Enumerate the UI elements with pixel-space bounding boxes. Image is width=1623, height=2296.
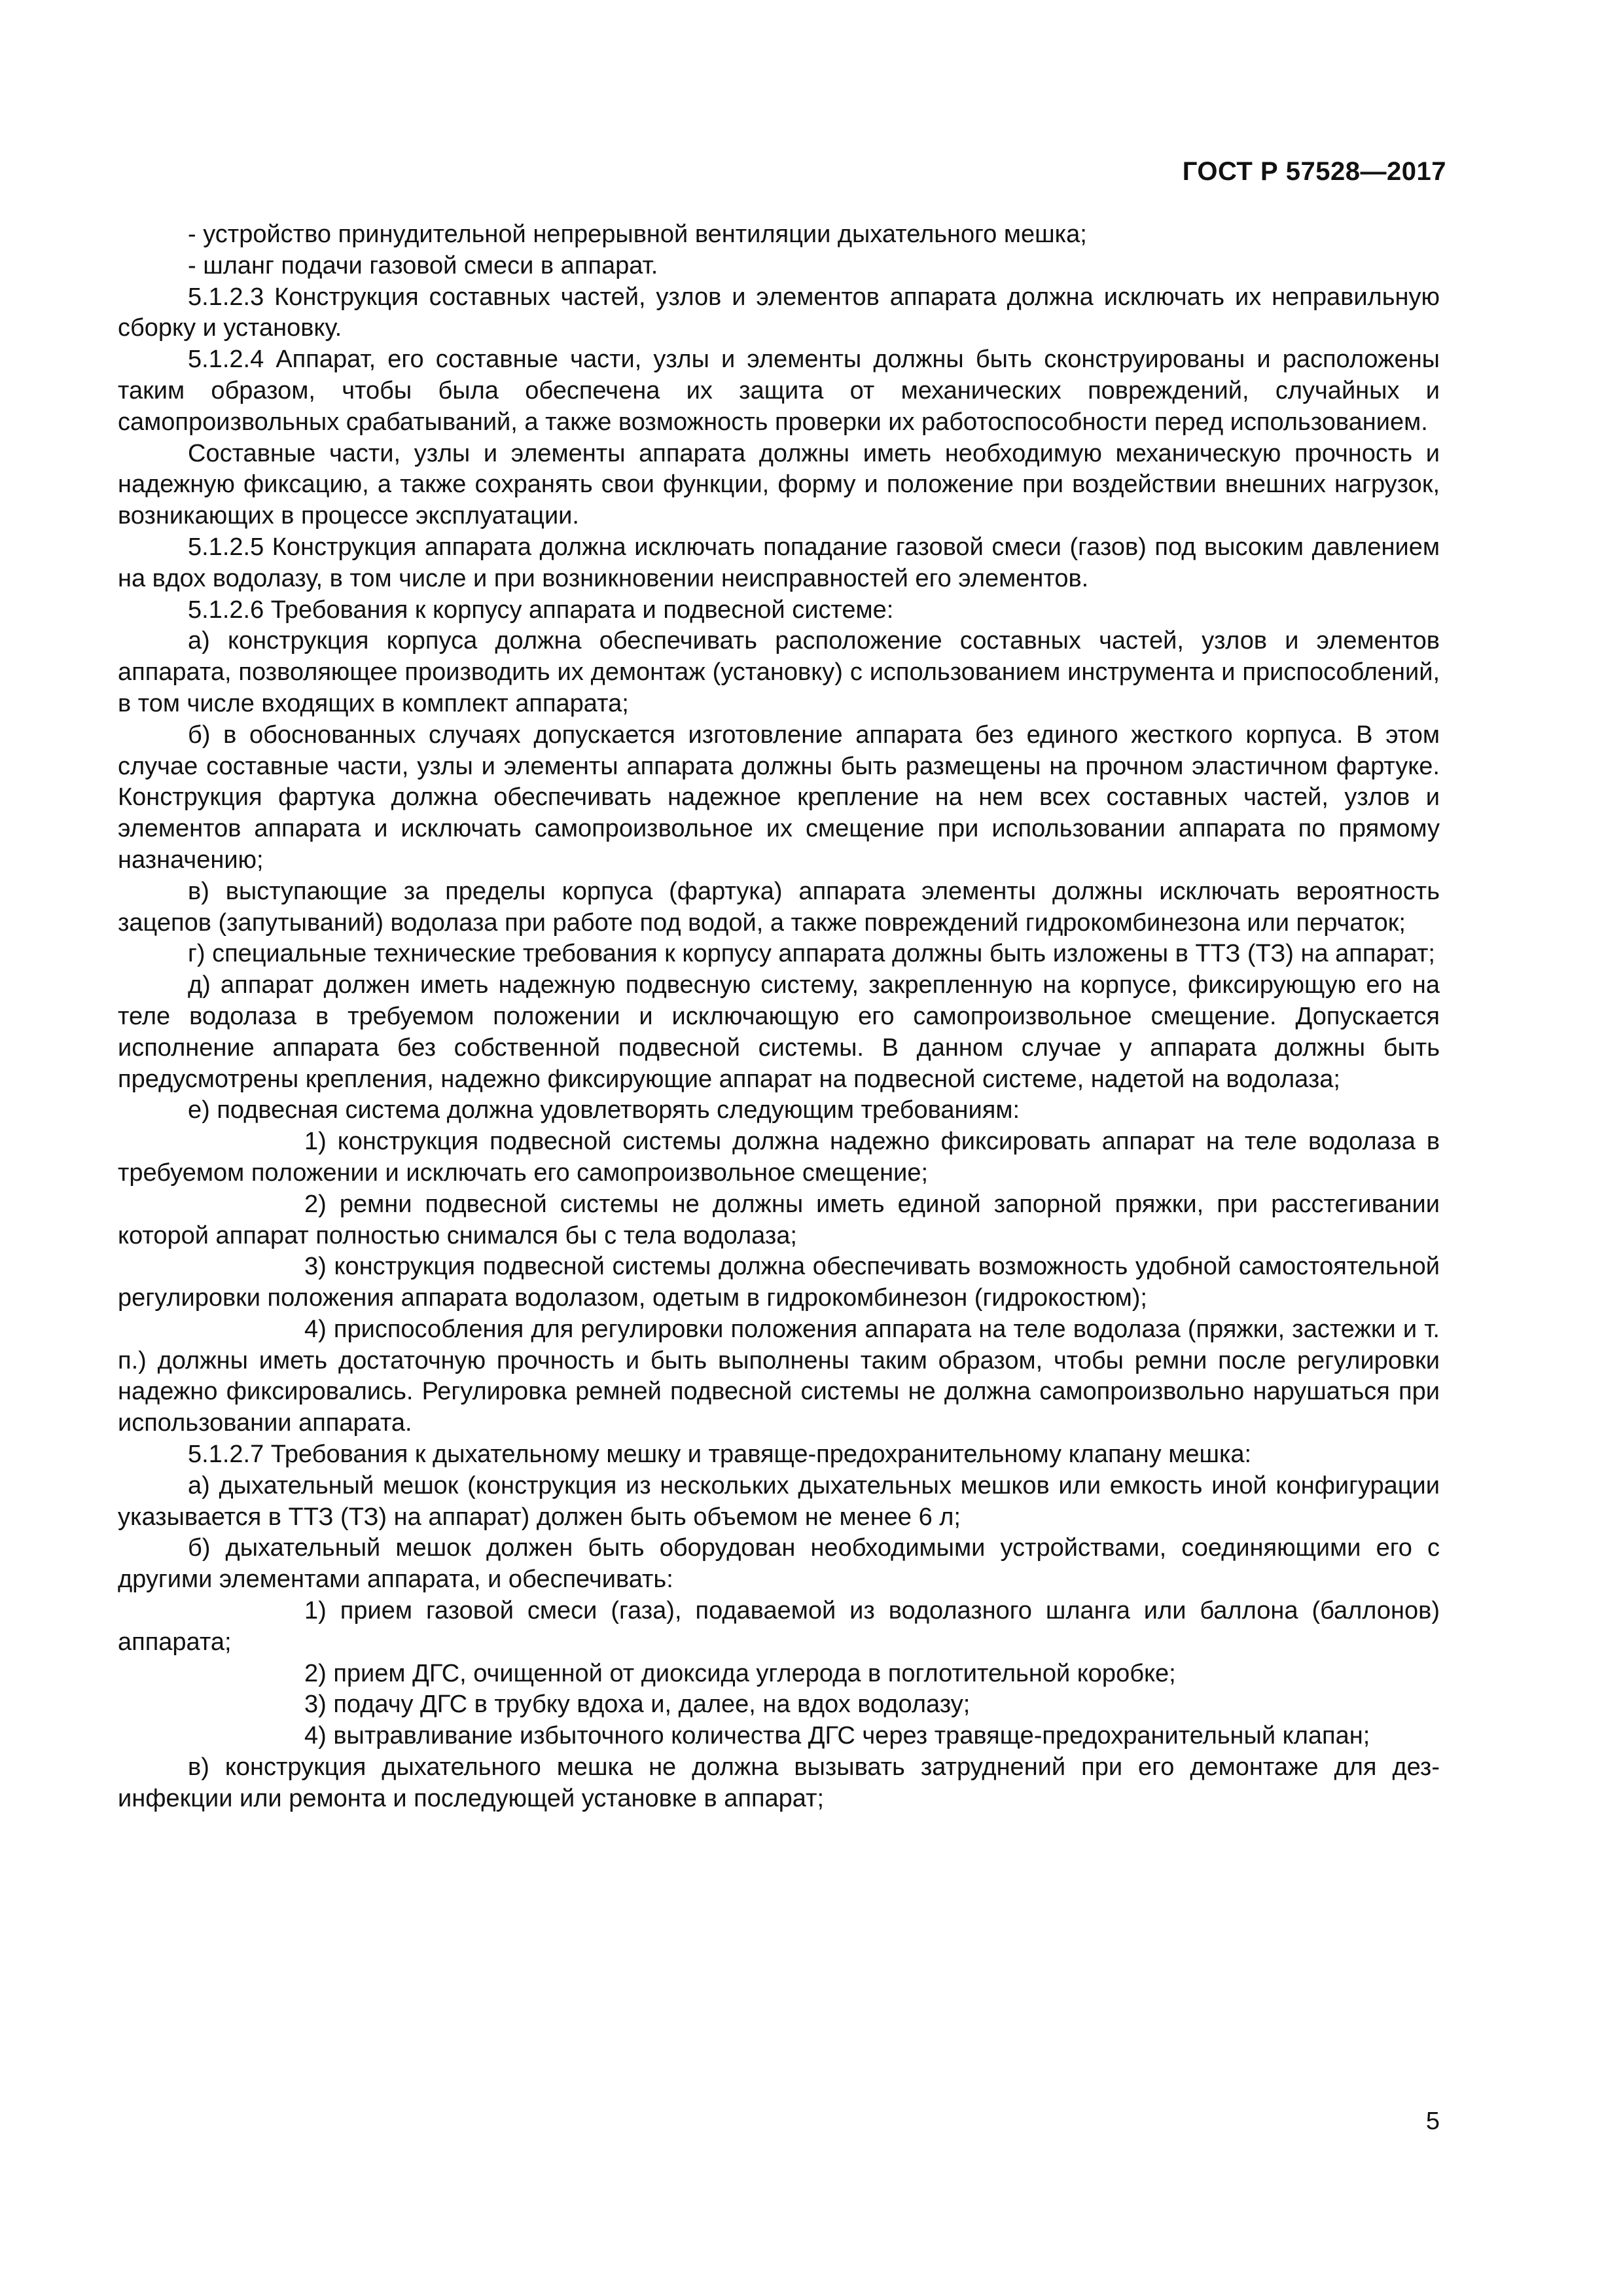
paragraph: в) конструкция дыхательного мешка не должна вызывать затруднений при его демонтаже для дезинфекции или ремонта и последующей установке в аппарат; <box>118 1753 1440 1812</box>
paragraph: в) выступающие за пределы корпуса (фартука) аппарата элементы должны исключать вероятность зацепов (запутываний) водолаза при работе под водой, а также повреждений гидрокомбинезона или перчаток; <box>118 877 1440 937</box>
sub-paragraph: 3) подачу ДГС в трубку вдоха и, далее, на вдох водолазу; <box>304 1691 971 1719</box>
paragraph: г) специальные технические требования к корпусу аппарата должны быть изложены в ТТЗ (ТЗ) на аппарат; <box>188 940 1435 968</box>
document-body <box>118 219 1440 1815</box>
sub-paragraph: 4) приспособления для регулировки положения аппарата на теле водолаза (пряжки, застежки и т. п.) должны иметь достаточную прочность и быть выполнены таким образом, чтобы ремни после регулировки надежно фиксировались. Регулировка ремней подвесной системы не должна самопроизвольно нарушаться при использовании аппарата. <box>118 1315 1440 1437</box>
sub-paragraph: 3) конструкция подвесной системы должна обеспечивать возможность удобной самостоятельной регулировки положения аппарата водолазом, одетым в гидрокомбинезон (гидрокостюм); <box>118 1253 1440 1312</box>
sub-paragraph: 2) прием ДГС, очищенной от диоксида углерода в поглотительной коробке; <box>304 1659 1176 1687</box>
paragraph: 5.1.2.4 Аппарат, его составные части, узлы и элементы должны быть сконструированы и расположены таким образом, чтобы была обеспечена их защита от механических повреждений, случайных и самопроизвольных срабатываний, а также возможность проверки их работоспособности перед использованием. <box>118 346 1440 436</box>
paragraph: а) дыхательный мешок (конструкция из нескольких дыхательных мешков или емкость иной конфигурации указывается в ТТЗ (ТЗ) на аппарат) должен быть объемом не менее 6 л; <box>118 1471 1440 1531</box>
paragraph: 5.1.2.7 Требования к дыхательному мешку и травяще-предохранительному клапану мешка: <box>188 1441 1252 1469</box>
document-code: ГОСТ Р 57528—2017 <box>1182 157 1446 186</box>
paragraph: - устройство принудительной непрерывной вентиляции дыхательного мешка; <box>188 221 1087 248</box>
sub-paragraph: 1) конструкция подвесной системы должна надежно фиксировать аппарат на теле водолаза в требуемом положении и исключать его самопроизвольное смещение; <box>118 1128 1440 1187</box>
sub-paragraph: 1) прием газовой смеси (газа), подаваемой из водолазного шланга или баллона (баллонов) аппарата; <box>118 1597 1440 1656</box>
paragraph: 5.1.2.6 Требования к корпусу аппарата и подвесной системе: <box>188 596 894 624</box>
paragraph: б) дыхательный мешок должен быть оборудован необходимыми устройствами, соединяющими его с другими элементами аппарата, и обеспечивать: <box>118 1534 1440 1594</box>
paragraph: е) подвесная система должна удовлетворять следующим требованиям: <box>188 1096 1020 1124</box>
sub-paragraph: 2) ремни подвесной системы не должны иметь единой запорной пряжки, при расстегивании которой аппарат полностью снимался бы с тела водолаза; <box>118 1190 1440 1249</box>
paragraph: 5.1.2.5 Конструкция аппарата должна исключать попадание газовой смеси (газов) под высоким давлением на вдох водолазу, в том числе и при возникновении неисправностей его элементов. <box>118 533 1440 592</box>
paragraph: 5.1.2.3 Конструкция составных частей, узлов и элементов аппарата должна исключать их неправильную сборку и установку. <box>118 283 1440 342</box>
sub-paragraph: 4) вытравливание избыточного количества ДГС через травяще-предохранительный клапан; <box>304 1722 1370 1750</box>
paragraph: б) в обоснованных случаях допускается изготовление аппарата без единого жесткого корпуса. В этом случае составные части, узлы и элементы аппарата должны быть размещены на прочном эластичном фартуке. Конструкция фартука должна обеспечивать надежное крепление на нем всех составных частей, узлов и элементов аппарата и исключать самопроизвольное их смещение при использовании аппарата по прямому назначению; <box>118 721 1440 874</box>
paragraph: а) конструкция корпуса должна обеспечивать расположение составных частей, узлов и элементов аппарата, позволяющее производить их демонтаж (установку) с использованием инструмента и приспособлений, в том числе входящих в комплект аппарата; <box>118 627 1440 717</box>
paragraph: Составные части, узлы и элементы аппарата должны иметь необходимую механическую прочность и надежную фиксацию, а также сохранять свои функции, форму и положение при воздействии внешних нагрузок, возникающих в процессе эксплуатации. <box>118 439 1440 530</box>
paragraph: - шланг подачи газовой смеси в аппарат. <box>188 251 658 279</box>
paragraph: д) аппарат должен иметь надежную подвесную систему, закрепленную на корпусе, фиксирующую его на теле водолаза в требуемом положении и исключающую его самопроизвольное смещение. Допускается исполнение аппарата без собственной подвесной системы. В данном случае у аппарата должны быть предусмотрены крепления, надежно фиксирующие аппарат на подвесной системе, надетой на водолаза; <box>118 971 1440 1093</box>
page-number: 5 <box>1425 2108 1440 2135</box>
